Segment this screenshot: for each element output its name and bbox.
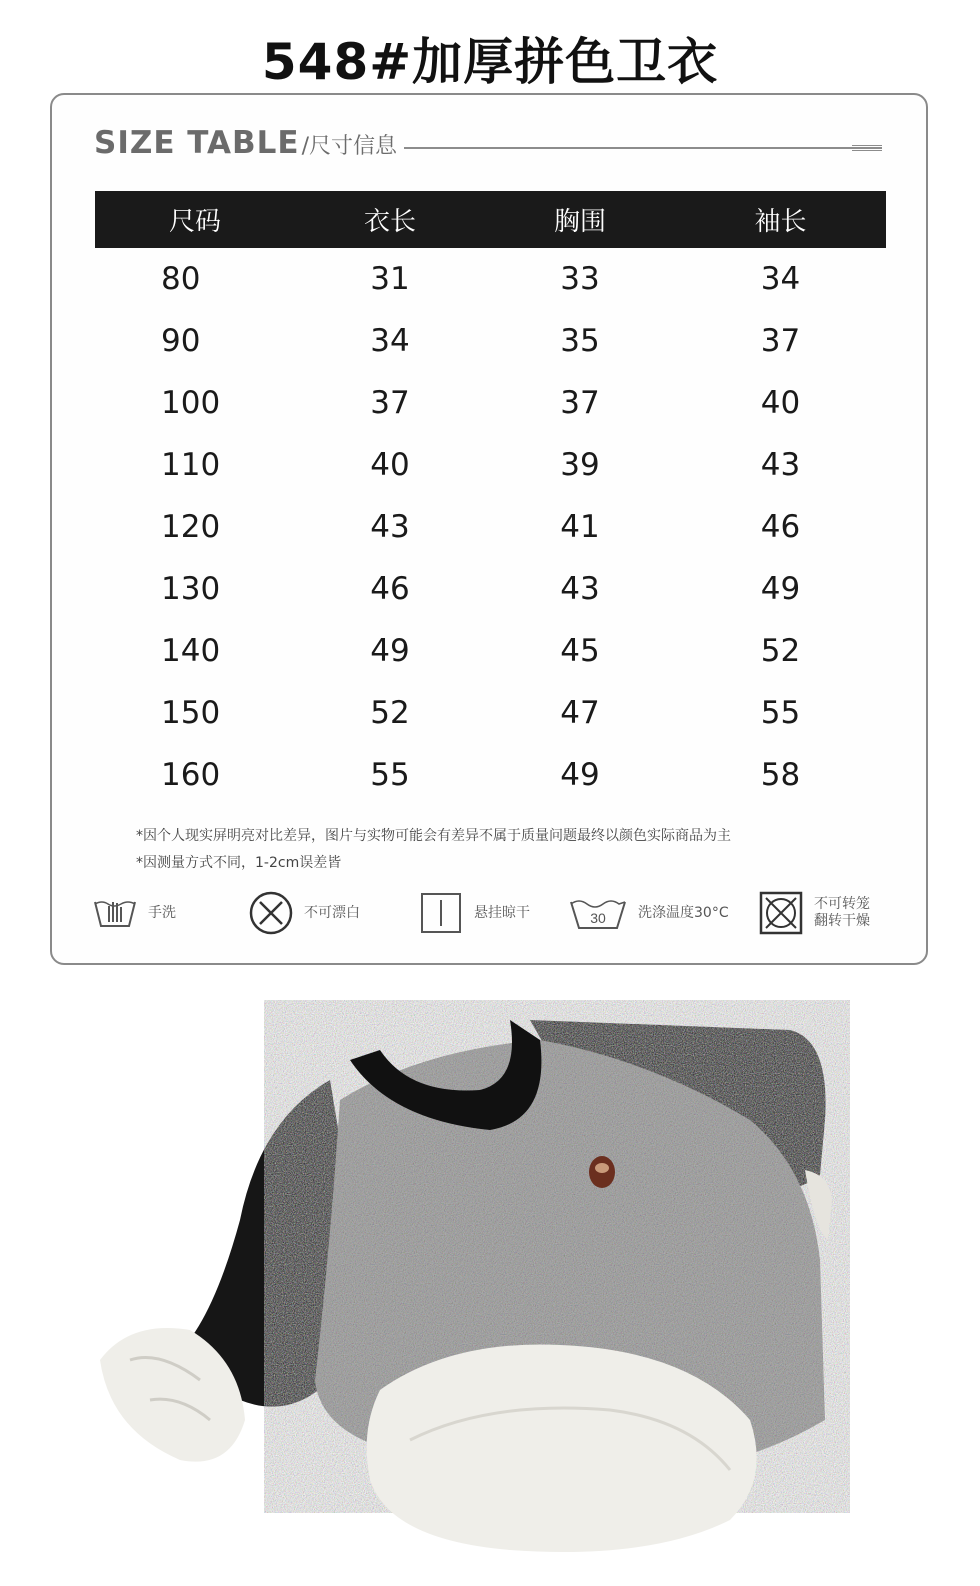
care-label: 手洗 [148, 904, 176, 921]
care-label: 悬挂晾干 [474, 904, 530, 921]
table-cell: 46 [370, 571, 410, 607]
table-cell: 120 [161, 509, 221, 545]
column-header: 尺码 [95, 191, 295, 248]
table-row [95, 496, 886, 558]
table-cell: 43 [560, 571, 600, 607]
no-tumble-dry-icon [758, 890, 804, 936]
table-cell: 100 [161, 385, 221, 421]
table-row [95, 248, 886, 310]
heading-divider [404, 147, 882, 149]
table-cell: 52 [760, 633, 801, 669]
heading-cn: /尺寸信息 [301, 134, 398, 159]
table-cell: 31 [370, 261, 410, 297]
hand-wash-icon [92, 890, 138, 936]
column-header: 袖长 [675, 191, 886, 248]
lines-icon [852, 145, 882, 155]
table-row [95, 744, 886, 806]
column-header: 胸围 [485, 191, 675, 248]
table-cell: 37 [370, 385, 410, 421]
size-table-card [50, 93, 928, 965]
table-row [95, 310, 886, 372]
table-cell: 160 [161, 757, 221, 793]
wash-30-icon [568, 890, 628, 936]
disclaimer-note: *因个人现实屏明亮对比差异，图片与实物可能会有差异不属于质量问题最终以颜色实际商品为主 [136, 828, 731, 844]
table-cell: 47 [560, 695, 600, 731]
table-header-row [95, 191, 886, 248]
product-photo [90, 1000, 850, 1560]
table-cell: 35 [560, 323, 600, 359]
table-row [95, 682, 886, 744]
care-no-tumble-dry [758, 890, 870, 936]
care-no-bleach [248, 890, 360, 936]
table-cell: 40 [370, 447, 410, 483]
care-label [814, 896, 870, 930]
table-cell: 150 [161, 695, 221, 731]
table-cell: 80 [161, 261, 201, 297]
care-label-line: 翻转干燥 [814, 913, 870, 929]
table-cell: 55 [370, 757, 410, 793]
table-cell: 41 [560, 509, 600, 545]
table-cell: 34 [370, 323, 410, 359]
table-cell: 110 [161, 447, 221, 483]
logo-face [595, 1163, 609, 1173]
hang-dry-icon [418, 890, 464, 936]
table-cell: 130 [161, 571, 221, 607]
care-hand-wash [92, 890, 176, 936]
table-cell: 140 [161, 633, 221, 669]
care-label-line: 不可转笼 [814, 896, 870, 912]
table-cell: 43 [760, 447, 801, 483]
table-cell: 37 [560, 385, 600, 421]
table-cell: 52 [370, 695, 410, 731]
heading-en: SIZE TABLE [94, 125, 300, 161]
table-cell: 90 [161, 323, 201, 359]
table-cell: 33 [560, 261, 600, 297]
table-row [95, 558, 886, 620]
table-cell: 39 [560, 447, 600, 483]
product-title: 548#加厚拼色卫衣 [261, 33, 719, 91]
table-cell: 49 [370, 633, 410, 669]
no-bleach-icon [248, 890, 294, 936]
table-cell: 37 [760, 323, 801, 359]
care-label: 不可漂白 [304, 904, 360, 921]
size-table [95, 191, 886, 806]
table-cell: 46 [760, 509, 801, 545]
table-row [95, 434, 886, 496]
table-cell: 49 [560, 757, 600, 793]
table-row [95, 620, 886, 682]
table-cell: 55 [760, 695, 801, 731]
care-hang-dry [418, 890, 530, 936]
table-cell: 34 [760, 261, 801, 297]
card-heading [94, 125, 397, 161]
table-cell: 58 [760, 757, 801, 793]
table-cell: 45 [560, 633, 600, 669]
table-cell: 43 [370, 509, 410, 545]
table-cell: 40 [760, 385, 801, 421]
measurement-note: *因测量方式不同，1-2cm误差皆 [136, 855, 342, 871]
column-header: 衣长 [295, 191, 485, 248]
table-row [95, 372, 886, 434]
table-cell: 49 [760, 571, 801, 607]
care-label: 洗涤温度30°C [638, 904, 729, 921]
care-wash-30 [568, 890, 729, 936]
temperature-text: 30 [590, 910, 606, 926]
